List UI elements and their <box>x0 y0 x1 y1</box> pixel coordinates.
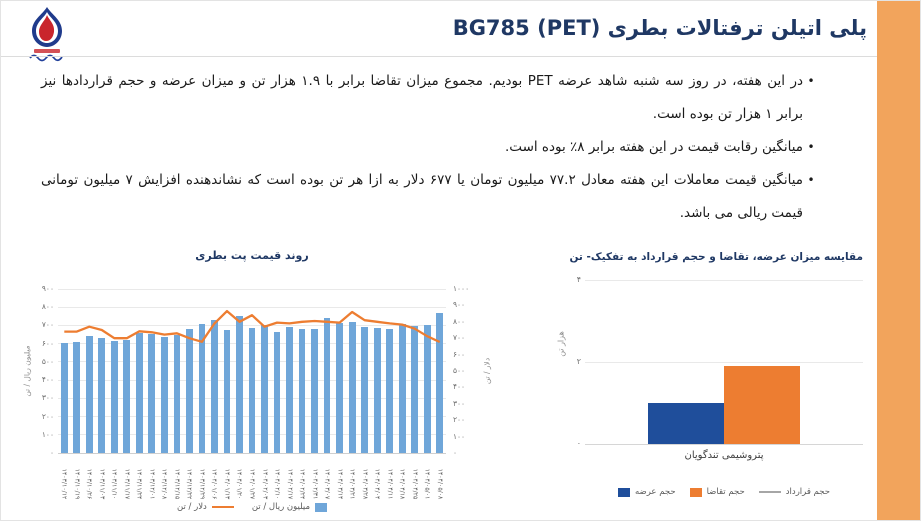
x-axis-label: ۱۴۰۴/۰۲/۱۰ <box>273 468 281 500</box>
y-axis-tick-right: ۸۰۰ <box>453 316 466 326</box>
legend-item <box>690 487 745 497</box>
left-chart-legend <box>58 502 446 512</box>
bullet-item <box>41 164 819 230</box>
bullet-item <box>41 131 819 164</box>
category-label: پتروشیمی تندگویان <box>684 450 764 461</box>
y-axis-title-left: میلیون ریال / تن <box>22 345 32 397</box>
x-axis-label: ۱۴۰۴/۰۳/۲۸ <box>361 468 369 500</box>
x-axis-label: ۱۴۰۳/۱۲/۲۲ <box>185 468 193 500</box>
y-axis-tick-left: ۷۰۰ <box>41 320 54 330</box>
bullet-marker: • <box>807 74 815 88</box>
legend-item <box>618 487 676 497</box>
y-axis-tick: ۲ <box>576 357 581 366</box>
bullet-list <box>41 65 819 230</box>
legend-swatch-line <box>212 506 234 509</box>
price-trend-chart <box>19 244 501 521</box>
y-axis-tick-right: ۱۰۰۰ <box>453 284 470 293</box>
x-axis-label: ۱۴۰۴/۰۵/۰۸ <box>436 468 444 500</box>
header-divider <box>1 56 879 57</box>
right-chart-plot <box>549 244 881 521</box>
y-axis-tick-right: ۷۰۰ <box>453 333 466 343</box>
legend-item <box>252 502 327 512</box>
x-axis-label: ۱۴۰۳/۱۱/۲۴ <box>135 468 143 500</box>
right-chart-legend <box>585 487 863 497</box>
y-axis-tick: ۰ <box>576 439 581 448</box>
y-axis-tick-right: ۱۰۰ <box>453 431 466 441</box>
y-axis-tick-right: ۲۰۰ <box>453 415 466 425</box>
x-axis-label: ۱۴۰۴/۰۳/۰۷ <box>323 468 331 500</box>
x-axis-label: ۱۴۰۴/۰۱/۲۰ <box>235 468 243 500</box>
legend-swatch-square <box>690 488 702 497</box>
y-axis-tick-right: ۶۰۰ <box>453 349 466 359</box>
supply-demand-chart <box>549 244 881 521</box>
legend-swatch-line <box>759 491 781 494</box>
y-axis-title: هزار تن <box>556 331 566 357</box>
legend-label: حجم قرارداد <box>785 487 831 497</box>
x-axis-label: ۱۴۰۴/۰۲/۱۷ <box>286 468 294 500</box>
legend-item <box>759 487 830 497</box>
x-axis-label: ۱۴۰۳/۱۰/۲۶ <box>85 468 93 500</box>
left-chart-plot <box>19 244 501 521</box>
x-axis-label: ۱۴۰۳/۱۲/۱۵ <box>173 468 181 500</box>
x-axis-label: ۱۴۰۴/۰۱/۲۷ <box>248 468 256 500</box>
legend-item <box>177 502 234 512</box>
y-axis-tick-left: ۲۰۰ <box>41 411 54 421</box>
dollar-price-line <box>58 289 446 453</box>
x-axis-label: ۱۴۰۳/۱۲/۲۹ <box>198 468 206 500</box>
x-axis-label: ۱۴۰۴/۰۲/۲۴ <box>298 468 306 500</box>
x-axis-label: ۱۴۰۴/۰۴/۱۸ <box>398 468 406 500</box>
y-axis-tick-left: ۵۰۰ <box>41 356 54 366</box>
bullet-marker: • <box>807 173 815 187</box>
x-axis-label: ۱۴۰۴/۰۴/۱۱ <box>386 468 394 500</box>
y-axis-tick-left: ۶۰۰ <box>41 338 54 348</box>
company-logo <box>21 5 73 63</box>
y-axis-tick-right: ۵۰۰ <box>453 366 466 375</box>
bullet-text: در این هفته، در روز سه شنبه شاهد عرضه PET بودیم. مجموع میزان تقاضا برابر با ۱.۹ هزار تن و میزان عرضه و حجم قراردادها نیز برابر ۱ هزار تن بوده است. <box>41 73 803 122</box>
x-axis-label: ۱۴۰۴/۰۵/۰۱ <box>423 468 431 500</box>
left-chart-title: روند قیمت پت بطری <box>195 249 309 262</box>
legend-swatch-square <box>618 488 630 497</box>
right-chart-title: مقایسه میزان عرضه، تقاضا و حجم قرارداد به تفکیک- تن <box>569 251 863 263</box>
y-axis-title-right: دلار / تن <box>482 357 492 385</box>
bullet-text: میانگین قیمت معاملات این هفته معادل ۷۷.۲ میلیون تومان یا ۶۷۷ دلار به ازا هر تن بوده است که نشاندهنده افزایش ۷ میلیون تومانی قیمت ریالی می باشد. <box>41 172 804 221</box>
bullet-text: میانگین رقابت قیمت در این هفته برابر ۸٪ بوده است. <box>505 139 803 155</box>
x-axis-label: ۱۴۰۴/۰۳/۱۴ <box>336 468 344 500</box>
accent-sidebar <box>877 1 920 521</box>
y-axis-tick-left: ۸۰۰ <box>41 302 54 312</box>
x-axis-label: ۱۴۰۳/۱۱/۰۳ <box>98 468 106 500</box>
legend-label: حجم تقاضا <box>706 487 745 497</box>
bullet-item <box>41 65 819 131</box>
x-axis-label: ۱۴۰۴/۰۱/۰۶ <box>210 468 218 500</box>
y-axis-tick-left: ۳۰۰ <box>41 393 54 403</box>
y-axis-tick-left: ۰ <box>49 448 54 457</box>
volume-bar <box>648 403 724 444</box>
y-axis-tick-right: ۰ <box>453 448 458 457</box>
x-axis-label: ۱۴۰۴/۰۲/۰۳ <box>261 468 269 500</box>
x-axis-label: ۱۴۰۴/۰۴/۰۴ <box>373 468 381 500</box>
y-axis-tick: ۴ <box>576 275 581 284</box>
x-axis-label: ۱۴۰۳/۱۰/۱۹ <box>73 468 81 500</box>
legend-label: دلار / تن <box>176 502 207 512</box>
volume-bar <box>724 366 800 444</box>
gridline <box>585 280 863 281</box>
bullet-marker: • <box>807 140 815 154</box>
x-axis-label: ۱۴۰۴/۰۲/۳۱ <box>311 468 319 500</box>
legend-label: حجم عرضه <box>634 487 676 497</box>
x-axis-label: ۱۴۰۳/۱۲/۰۱ <box>148 468 156 500</box>
gridline <box>585 362 863 363</box>
y-axis-tick-right: ۳۰۰ <box>453 398 466 408</box>
y-axis-tick-left: ۹۰۰ <box>41 284 54 293</box>
y-axis-tick-left: ۴۰۰ <box>41 375 54 385</box>
x-axis-label: ۱۴۰۳/۱۲/۰۸ <box>160 468 168 500</box>
x-axis-label: ۱۴۰۳/۱۱/۱۰ <box>110 468 118 500</box>
legend-swatch-square <box>315 503 327 512</box>
y-axis-tick-right: ۴۰۰ <box>453 382 466 392</box>
x-axis-label: ۱۴۰۴/۰۱/۱۳ <box>223 468 231 500</box>
legend-label: میلیون ریال / تن <box>251 502 310 512</box>
y-axis-tick-right: ۹۰۰ <box>453 300 466 310</box>
page-title: پلی اتیلن ترفتالات بطری (PET) BG785 <box>452 16 867 40</box>
x-axis-label: ۱۴۰۳/۱۰/۱۲ <box>60 468 68 500</box>
y-axis-tick-left: ۱۰۰ <box>41 429 54 439</box>
x-axis-label: ۱۴۰۳/۱۱/۱۷ <box>123 468 131 500</box>
flame-icon <box>21 5 73 63</box>
x-axis-label: ۱۴۰۴/۰۴/۲۵ <box>411 468 419 500</box>
x-axis-label: ۱۴۰۴/۰۳/۲۱ <box>348 468 356 500</box>
